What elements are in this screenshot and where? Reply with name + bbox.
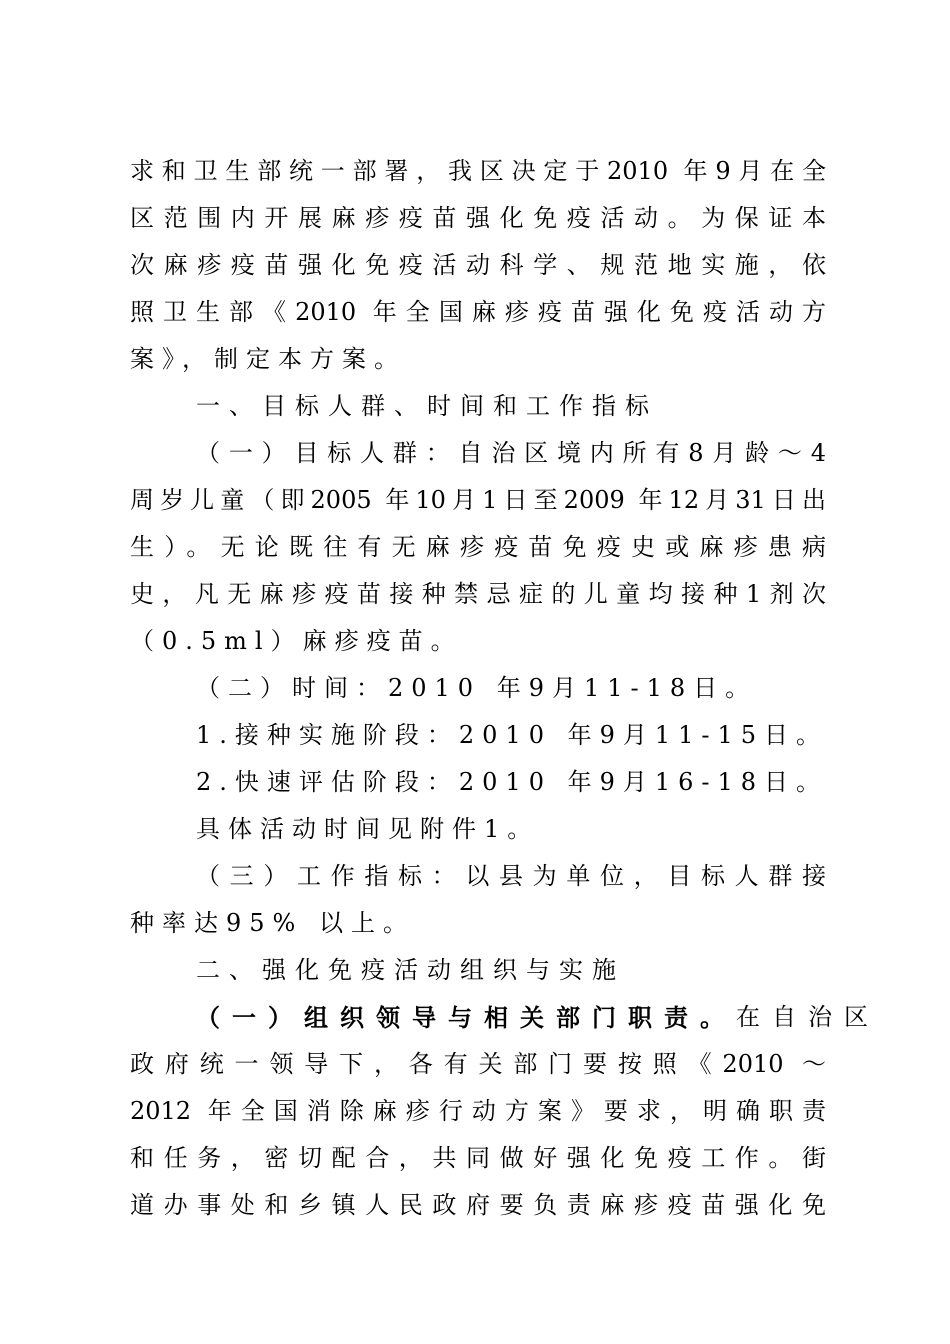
body-line-2: 区范围内开展麻疹疫苗强化免疫活动。为保证本 [130,204,826,232]
section-heading-1: 一、目标人群、时间和工作指标 [196,392,658,420]
subsection-heading: （一）组织领导与相关部门职责。 [196,1003,736,1032]
body-line-21: 2012 年全国消除麻疹行动方案》要求，明确职责 [130,1097,826,1125]
document-page [130,148,880,1229]
body-line-5: 案》，制定本方案。 [130,345,406,373]
body-line-15: 具体活动时间见附件1。 [196,815,540,843]
body-line-23: 道办事处和乡镇人民政府要负责麻疹疫苗强化免 [130,1191,826,1219]
body-line-12: （二）时间：2010 年9月11-18日。 [196,674,758,702]
body-line-11: （0.5ml）麻疹疫苗。 [130,627,463,655]
body-line-3: 次麻疹疫苗强化免疫活动科学、规范地实施，依 [130,251,826,279]
body-line-1: 求和卫生部统一部署，我区决定于2010 年9月在全 [130,157,826,185]
body-line-19 [130,994,880,1041]
body-line-14: 2.快速评估阶段：2010 年9月16-18日。 [196,768,829,796]
body-line-4: 照卫生部《2010 年全国麻疹疫苗强化免疫活动方 [130,298,826,326]
body-line-17: 种率达95% 以上。 [130,909,415,937]
body-line-22: 和任务，密切配合，共同做好强化免疫工作。街 [130,1144,826,1172]
body-line-9: 生）。无论既往有无麻疹疫苗免疫史或麻疹患病 [130,533,826,561]
section-heading-2: 二、强化免疫活动组织与实施 [196,956,625,984]
body-line-16: （三）工作指标：以县为单位，目标人群接 [196,862,826,890]
body-line-10: 史，凡无麻疹疫苗接种禁忌症的儿童均接种1剂次 [130,580,826,608]
body-line-13: 1.接种实施阶段：2010 年9月11-15日。 [196,721,829,749]
body-line-20: 政府统一领导下，各有关部门要按照《2010 ～ [130,1050,826,1078]
body-line-7: （一）目标人群：自治区境内所有8月龄～4 [196,439,826,467]
body-line-19-continuation: 在自治区 [736,1003,880,1031]
body-line-8: 周岁儿童（即2005 年10月1日至2009 年12月31日出 [130,486,826,514]
